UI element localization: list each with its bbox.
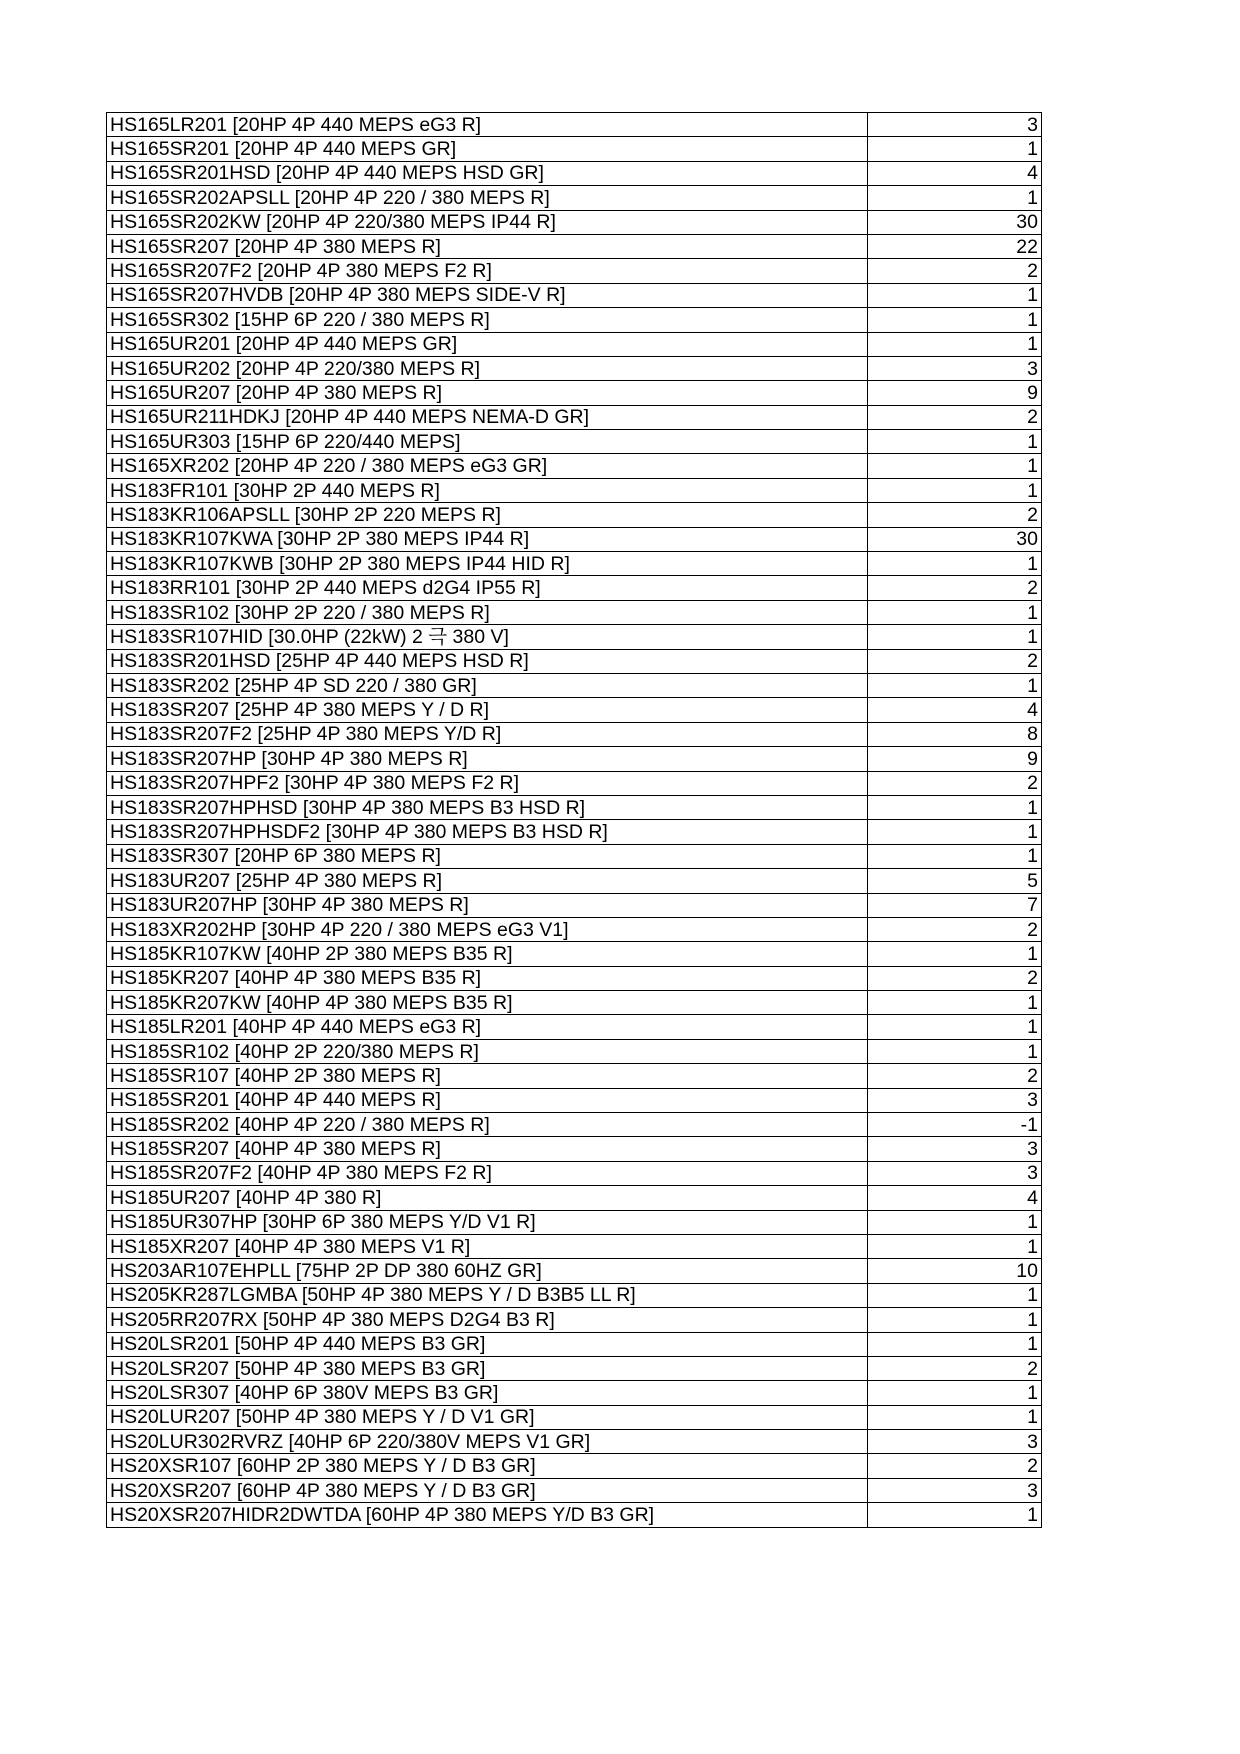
table-row (107, 1137, 1042, 1161)
quantity-cell: 1 (868, 625, 1042, 649)
quantity-cell: 1 (868, 991, 1042, 1015)
quantity-cell: 1 (868, 308, 1042, 332)
model-description-cell: HS165SR202KW [20HP 4P 220/380 MEPS IP44 R] (107, 210, 868, 234)
table-row (107, 234, 1042, 258)
model-description-cell: HS165SR302 [15HP 6P 220 / 380 MEPS R] (107, 308, 868, 332)
quantity-cell: 22 (868, 234, 1042, 258)
model-description-cell: HS183SR202 [25HP 4P SD 220 / 380 GR] (107, 673, 868, 697)
quantity-cell: 1 (868, 844, 1042, 868)
model-description-cell: HS185SR201 [40HP 4P 440 MEPS R] (107, 1088, 868, 1112)
model-description-cell: HS183SR107HID [30.0HP (22kW) 2 극 380 V] (107, 625, 868, 649)
model-description-cell: HS183UR207HP [30HP 4P 380 MEPS R] (107, 893, 868, 917)
table-row (107, 527, 1042, 551)
quantity-cell: 1 (868, 1234, 1042, 1258)
table-row (107, 673, 1042, 697)
model-description-cell: HS165SR202APSLL [20HP 4P 220 / 380 MEPS R] (107, 186, 868, 210)
model-description-cell: HS183SR207HPHSDF2 [30HP 4P 380 MEPS B3 HSD R] (107, 820, 868, 844)
model-description-cell: HS183SR102 [30HP 2P 220 / 380 MEPS R] (107, 600, 868, 624)
table-row (107, 113, 1042, 137)
quantity-cell: 3 (868, 1430, 1042, 1454)
quantity-cell: 8 (868, 722, 1042, 746)
model-description-cell: HS185XR207 [40HP 4P 380 MEPS V1 R] (107, 1234, 868, 1258)
table-row (107, 893, 1042, 917)
model-description-cell: HS185SR107 [40HP 2P 380 MEPS R] (107, 1064, 868, 1088)
quantity-cell: 1 (868, 454, 1042, 478)
table-row (107, 1064, 1042, 1088)
quantity-cell: 2 (868, 576, 1042, 600)
model-description-cell: HS183RR101 [30HP 2P 440 MEPS d2G4 IP55 R] (107, 576, 868, 600)
quantity-cell: 3 (868, 1161, 1042, 1185)
quantity-cell: 1 (868, 332, 1042, 356)
quantity-cell: 1 (868, 795, 1042, 819)
table-row (107, 600, 1042, 624)
model-description-cell: HS185LR201 [40HP 4P 440 MEPS eG3 R] (107, 1015, 868, 1039)
table-row (107, 478, 1042, 502)
table-row (107, 454, 1042, 478)
model-description-cell: HS185KR207 [40HP 4P 380 MEPS B35 R] (107, 966, 868, 990)
model-description-cell: HS165LR201 [20HP 4P 440 MEPS eG3 R] (107, 113, 868, 137)
quantity-cell: 4 (868, 161, 1042, 185)
table-row (107, 576, 1042, 600)
table-row (107, 1039, 1042, 1063)
quantity-cell: 1 (868, 1308, 1042, 1332)
model-description-cell: HS183UR207 [25HP 4P 380 MEPS R] (107, 869, 868, 893)
quantity-cell: 2 (868, 1064, 1042, 1088)
quantity-cell: 5 (868, 869, 1042, 893)
table-row (107, 991, 1042, 1015)
model-description-cell: HS183KR107KWA [30HP 2P 380 MEPS IP44 R] (107, 527, 868, 551)
model-description-cell: HS165SR207F2 [20HP 4P 380 MEPS F2 R] (107, 259, 868, 283)
quantity-cell: 2 (868, 259, 1042, 283)
quantity-cell: 1 (868, 430, 1042, 454)
model-description-cell: HS183SR307 [20HP 6P 380 MEPS R] (107, 844, 868, 868)
table-row (107, 1186, 1042, 1210)
model-description-cell: HS165UR201 [20HP 4P 440 MEPS GR] (107, 332, 868, 356)
quantity-cell: 2 (868, 649, 1042, 673)
table-row (107, 186, 1042, 210)
table-row (107, 1113, 1042, 1137)
quantity-cell: 2 (868, 1454, 1042, 1478)
quantity-cell: 2 (868, 917, 1042, 941)
table-row (107, 869, 1042, 893)
model-description-cell: HS185UR307HP [30HP 6P 380 MEPS Y/D V1 R] (107, 1210, 868, 1234)
model-description-cell: HS165SR201 [20HP 4P 440 MEPS GR] (107, 137, 868, 161)
table-row (107, 747, 1042, 771)
table-row (107, 942, 1042, 966)
quantity-cell: 30 (868, 210, 1042, 234)
table-row (107, 1234, 1042, 1258)
quantity-cell: 4 (868, 698, 1042, 722)
quantity-cell: 1 (868, 186, 1042, 210)
model-description-cell: HS165UR207 [20HP 4P 380 MEPS R] (107, 381, 868, 405)
table-row (107, 625, 1042, 649)
table-row (107, 1283, 1042, 1307)
quantity-cell: 1 (868, 478, 1042, 502)
table-row (107, 356, 1042, 380)
quantity-cell: 1 (868, 820, 1042, 844)
model-description-cell: HS183SR207 [25HP 4P 380 MEPS Y / D R] (107, 698, 868, 722)
model-description-cell: HS20XSR207 [60HP 4P 380 MEPS Y / D B3 GR] (107, 1478, 868, 1502)
model-description-cell: HS165UR303 [15HP 6P 220/440 MEPS] (107, 430, 868, 454)
quantity-cell: 3 (868, 356, 1042, 380)
model-description-cell: HS165UR211HDKJ [20HP 4P 440 MEPS NEMA-D GR] (107, 405, 868, 429)
quantity-cell: 1 (868, 942, 1042, 966)
table-row (107, 1308, 1042, 1332)
model-description-cell: HS183FR101 [30HP 2P 440 MEPS R] (107, 478, 868, 502)
quantity-cell: 1 (868, 1381, 1042, 1405)
model-description-cell: HS183SR201HSD [25HP 4P 440 MEPS HSD R] (107, 649, 868, 673)
table-row (107, 649, 1042, 673)
model-description-cell: HS185KR207KW [40HP 4P 380 MEPS B35 R] (107, 991, 868, 1015)
table-row (107, 552, 1042, 576)
table-row (107, 1430, 1042, 1454)
model-description-cell: HS165SR207HVDB [20HP 4P 380 MEPS SIDE-V R] (107, 283, 868, 307)
quantity-cell: 1 (868, 283, 1042, 307)
quantity-cell: 1 (868, 1015, 1042, 1039)
quantity-cell: 30 (868, 527, 1042, 551)
model-description-cell: HS20LSR307 [40HP 6P 380V MEPS B3 GR] (107, 1381, 868, 1405)
quantity-cell: 3 (868, 1137, 1042, 1161)
table-row (107, 259, 1042, 283)
model-description-cell: HS183KR106APSLL [30HP 2P 220 MEPS R] (107, 503, 868, 527)
quantity-cell: 1 (868, 1210, 1042, 1234)
inventory-table-body (107, 113, 1042, 1528)
quantity-cell: 1 (868, 137, 1042, 161)
table-row (107, 308, 1042, 332)
quantity-cell: -1 (868, 1113, 1042, 1137)
table-row (107, 844, 1042, 868)
table-row (107, 1381, 1042, 1405)
quantity-cell: 1 (868, 1039, 1042, 1063)
quantity-cell: 1 (868, 1405, 1042, 1429)
model-description-cell: HS20LUR207 [50HP 4P 380 MEPS Y / D V1 GR] (107, 1405, 868, 1429)
model-description-cell: HS183SR207F2 [25HP 4P 380 MEPS Y/D R] (107, 722, 868, 746)
table-row (107, 503, 1042, 527)
model-description-cell: HS185UR207 [40HP 4P 380 R] (107, 1186, 868, 1210)
table-row (107, 966, 1042, 990)
table-row (107, 405, 1042, 429)
quantity-cell: 1 (868, 1283, 1042, 1307)
model-description-cell: HS165SR201HSD [20HP 4P 440 MEPS HSD GR] (107, 161, 868, 185)
table-row (107, 1503, 1042, 1527)
quantity-cell: 10 (868, 1259, 1042, 1283)
model-description-cell: HS183SR207HPF2 [30HP 4P 380 MEPS F2 R] (107, 771, 868, 795)
table-row (107, 1088, 1042, 1112)
quantity-cell: 1 (868, 600, 1042, 624)
model-description-cell: HS185SR207 [40HP 4P 380 MEPS R] (107, 1137, 868, 1161)
table-row (107, 820, 1042, 844)
model-description-cell: HS165SR207 [20HP 4P 380 MEPS R] (107, 234, 868, 258)
quantity-cell: 2 (868, 771, 1042, 795)
table-row (107, 1210, 1042, 1234)
table-row (107, 1478, 1042, 1502)
table-row (107, 283, 1042, 307)
model-description-cell: HS185SR202 [40HP 4P 220 / 380 MEPS R] (107, 1113, 868, 1137)
table-row (107, 917, 1042, 941)
quantity-cell: 9 (868, 381, 1042, 405)
table-row (107, 430, 1042, 454)
table-row (107, 771, 1042, 795)
model-description-cell: HS205KR287LGMBA [50HP 4P 380 MEPS Y / D B3B5 LL R] (107, 1283, 868, 1307)
quantity-cell: 4 (868, 1186, 1042, 1210)
quantity-cell: 2 (868, 503, 1042, 527)
model-description-cell: HS183SR207HP [30HP 4P 380 MEPS R] (107, 747, 868, 771)
table-row (107, 137, 1042, 161)
table-row (107, 381, 1042, 405)
model-description-cell: HS165XR202 [20HP 4P 220 / 380 MEPS eG3 GR] (107, 454, 868, 478)
table-row (107, 1405, 1042, 1429)
model-description-cell: HS20LUR302RVRZ [40HP 6P 220/380V MEPS V1 GR] (107, 1430, 868, 1454)
table-row (107, 722, 1042, 746)
quantity-cell: 3 (868, 113, 1042, 137)
model-description-cell: HS185KR107KW [40HP 2P 380 MEPS B35 R] (107, 942, 868, 966)
table-row (107, 795, 1042, 819)
table-row (107, 1259, 1042, 1283)
table-row (107, 1454, 1042, 1478)
quantity-cell: 3 (868, 1088, 1042, 1112)
model-description-cell: HS183KR107KWB [30HP 2P 380 MEPS IP44 HID R] (107, 552, 868, 576)
table-row (107, 1161, 1042, 1185)
model-description-cell: HS20LSR207 [50HP 4P 380 MEPS B3 GR] (107, 1356, 868, 1380)
model-description-cell: HS20LSR201 [50HP 4P 440 MEPS B3 GR] (107, 1332, 868, 1356)
quantity-cell: 2 (868, 405, 1042, 429)
inventory-table (106, 112, 1042, 1528)
model-description-cell: HS20XSR207HIDR2DWTDA [60HP 4P 380 MEPS Y/D B3 GR] (107, 1503, 868, 1527)
table-row (107, 1332, 1042, 1356)
table-row (107, 210, 1042, 234)
table-row (107, 698, 1042, 722)
model-description-cell: HS183XR202HP [30HP 4P 220 / 380 MEPS eG3 V1] (107, 917, 868, 941)
model-description-cell: HS165UR202 [20HP 4P 220/380 MEPS R] (107, 356, 868, 380)
quantity-cell: 1 (868, 552, 1042, 576)
table-row (107, 1356, 1042, 1380)
table-row (107, 1015, 1042, 1039)
model-description-cell: HS185SR207F2 [40HP 4P 380 MEPS F2 R] (107, 1161, 868, 1185)
quantity-cell: 9 (868, 747, 1042, 771)
quantity-cell: 1 (868, 673, 1042, 697)
table-row (107, 332, 1042, 356)
quantity-cell: 1 (868, 1332, 1042, 1356)
quantity-cell: 7 (868, 893, 1042, 917)
model-description-cell: HS205RR207RX [50HP 4P 380 MEPS D2G4 B3 R] (107, 1308, 868, 1332)
quantity-cell: 3 (868, 1478, 1042, 1502)
quantity-cell: 2 (868, 1356, 1042, 1380)
table-row (107, 161, 1042, 185)
model-description-cell: HS185SR102 [40HP 2P 220/380 MEPS R] (107, 1039, 868, 1063)
quantity-cell: 1 (868, 1503, 1042, 1527)
model-description-cell: HS203AR107EHPLL [75HP 2P DP 380 60HZ GR] (107, 1259, 868, 1283)
model-description-cell: HS183SR207HPHSD [30HP 4P 380 MEPS B3 HSD R] (107, 795, 868, 819)
quantity-cell: 2 (868, 966, 1042, 990)
model-description-cell: HS20XSR107 [60HP 2P 380 MEPS Y / D B3 GR] (107, 1454, 868, 1478)
